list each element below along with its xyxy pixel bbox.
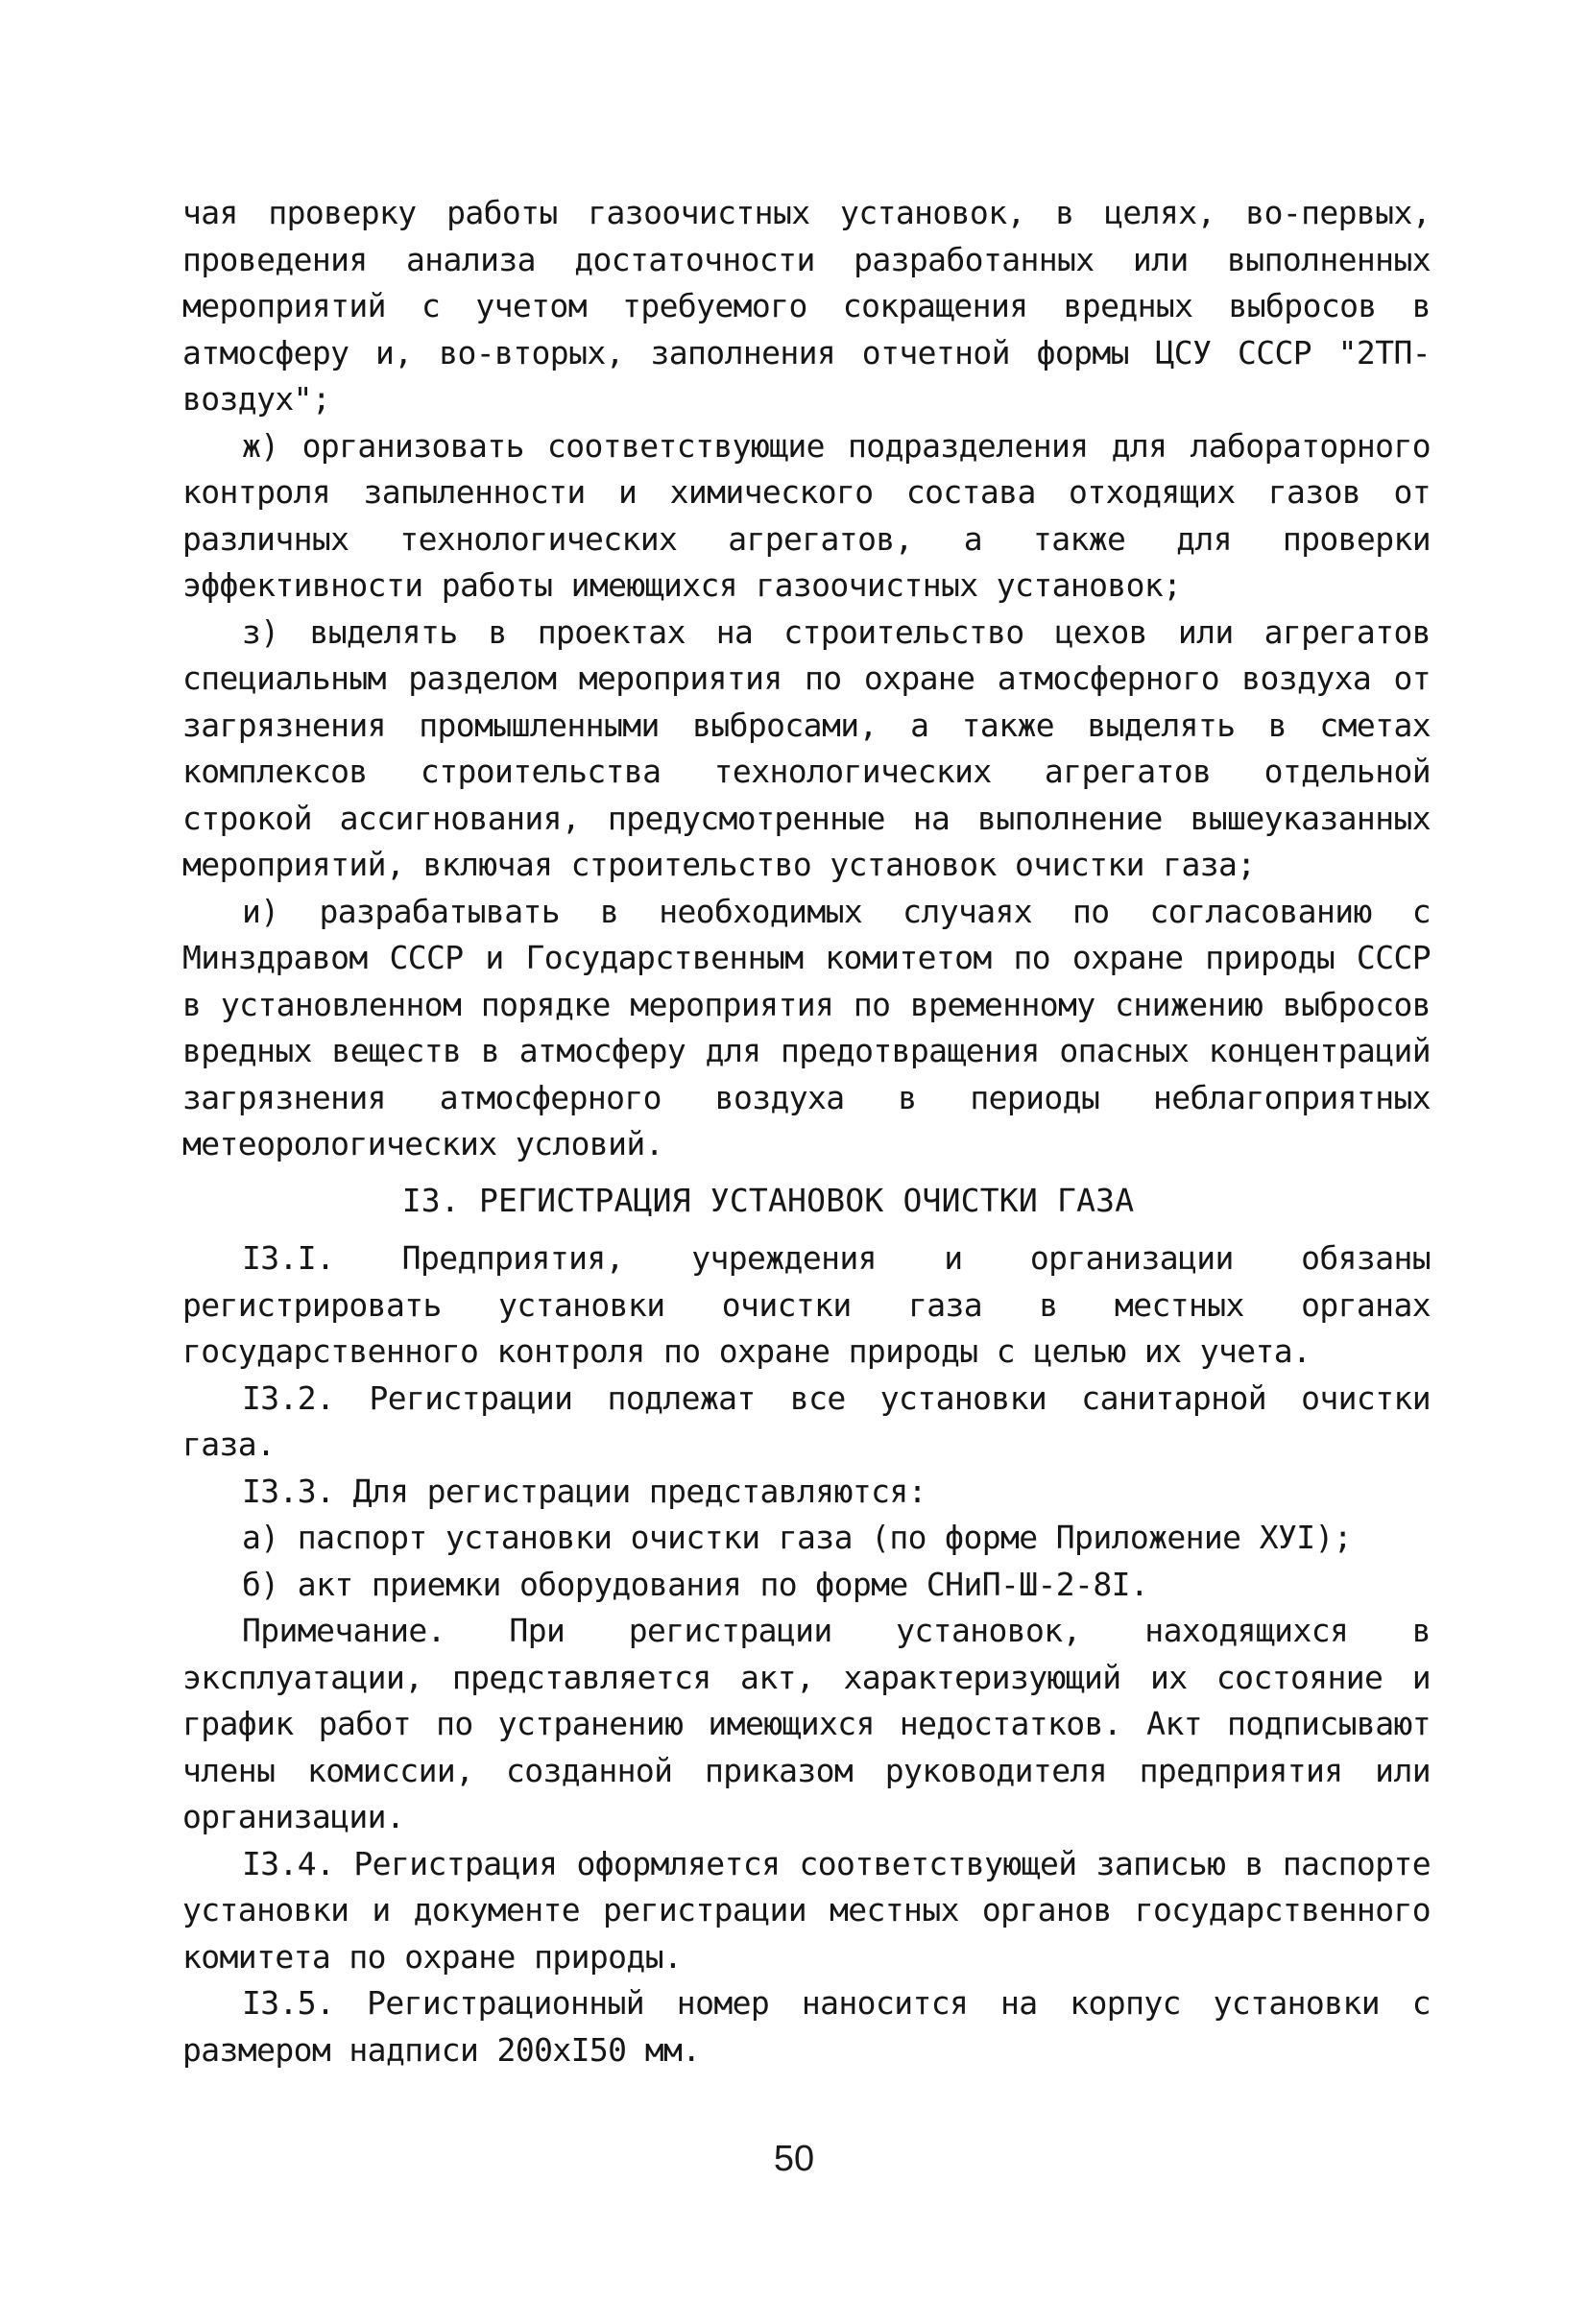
- clause-13-2: I3.2. Регистрации подлежат все установки санитарной очистки газа.: [182, 1378, 1431, 1463]
- clause-13-5: I3.5. Регистрационный номер наносится на корпус установки с размером надписи 200хI50 мм.: [182, 1984, 1431, 2069]
- clause-13-3-a: а) паспорт установки очистки газа (по форме Приложение ХУI);: [242, 1519, 1353, 1556]
- section-heading: I3. РЕГИСТРАЦИЯ УСТАНОВОК ОЧИСТКИ ГАЗА: [401, 1181, 1135, 1219]
- paragraph-item-i: и) разрабатывать в необходимых случаях по согласованию с Минздравом СССР и Государственным комитетом по охране природы СССР в установленном порядке мероприятия по временному снижению выбросов вредных веществ в атмосферу для предотвращения опасных концентраций загрязнения атмосферного воздуха в периоды неблагоприятных метеорологических условий.: [182, 892, 1431, 1162]
- paragraph-item-z: з) выделять в проектах на строительство цехов или агрегатов специальным разделом мероприятия по охране атмосферного воздуха от загрязнения промышленными выбросами, а также выделять в сметах комплексов строительства технологических агрегатов отдельной строкой ассигнования, предусмотренные на выполнение вышеуказанных мероприятий, включая строительство установок очистки газа;: [182, 612, 1431, 883]
- page-number: 50: [773, 2139, 815, 2179]
- paragraph-continuation: чая проверку работы газоочистных установок, в целях, во-первых, проведения анализа достаточности разработанных или выполненных мероприятий с учетом требуемого сокращения вредных выбросов в атмосферу и, во-вторых, заполнения отчетной формы ЦСУ СССР "2ТП-воздух";: [182, 194, 1431, 418]
- clause-13-3-b: б) акт приемки оборудования по форме СНиП-Ш-2-8I.: [242, 1565, 1149, 1603]
- paragraph-item-zh: ж) организовать соответствующие подразделения для лабораторного контроля запыленности и химического состава отходящих газов от различных технологических агрегатов, а также для проверки эффективности работы имеющихся газоочистных установок;: [182, 426, 1431, 604]
- clause-13-3: I3.3. Для регистрации представляются:: [242, 1472, 926, 1510]
- clause-13-4: I3.4. Регистрация оформляется соответствующей записью в паспорте установки и документе регистрации местных органов государственного комитета по охране природы.: [182, 1844, 1431, 1976]
- note-paragraph: Примечание. При регистрации установок, находящихся в эксплуатации, представляется акт, характеризующий их состояние и график работ по устранению имеющихся недостатков. Акт подписывают члены комиссии, созданной приказом руководителя предприятия или организации.: [182, 1612, 1431, 1835]
- clause-13-1: I3.I. Предприятия, учреждения и организации обязаны регистрировать установки очистки газа в местных органах государственного контроля по охране природы с целью их учета.: [182, 1239, 1431, 1370]
- body-text: [182, 190, 1431, 2073]
